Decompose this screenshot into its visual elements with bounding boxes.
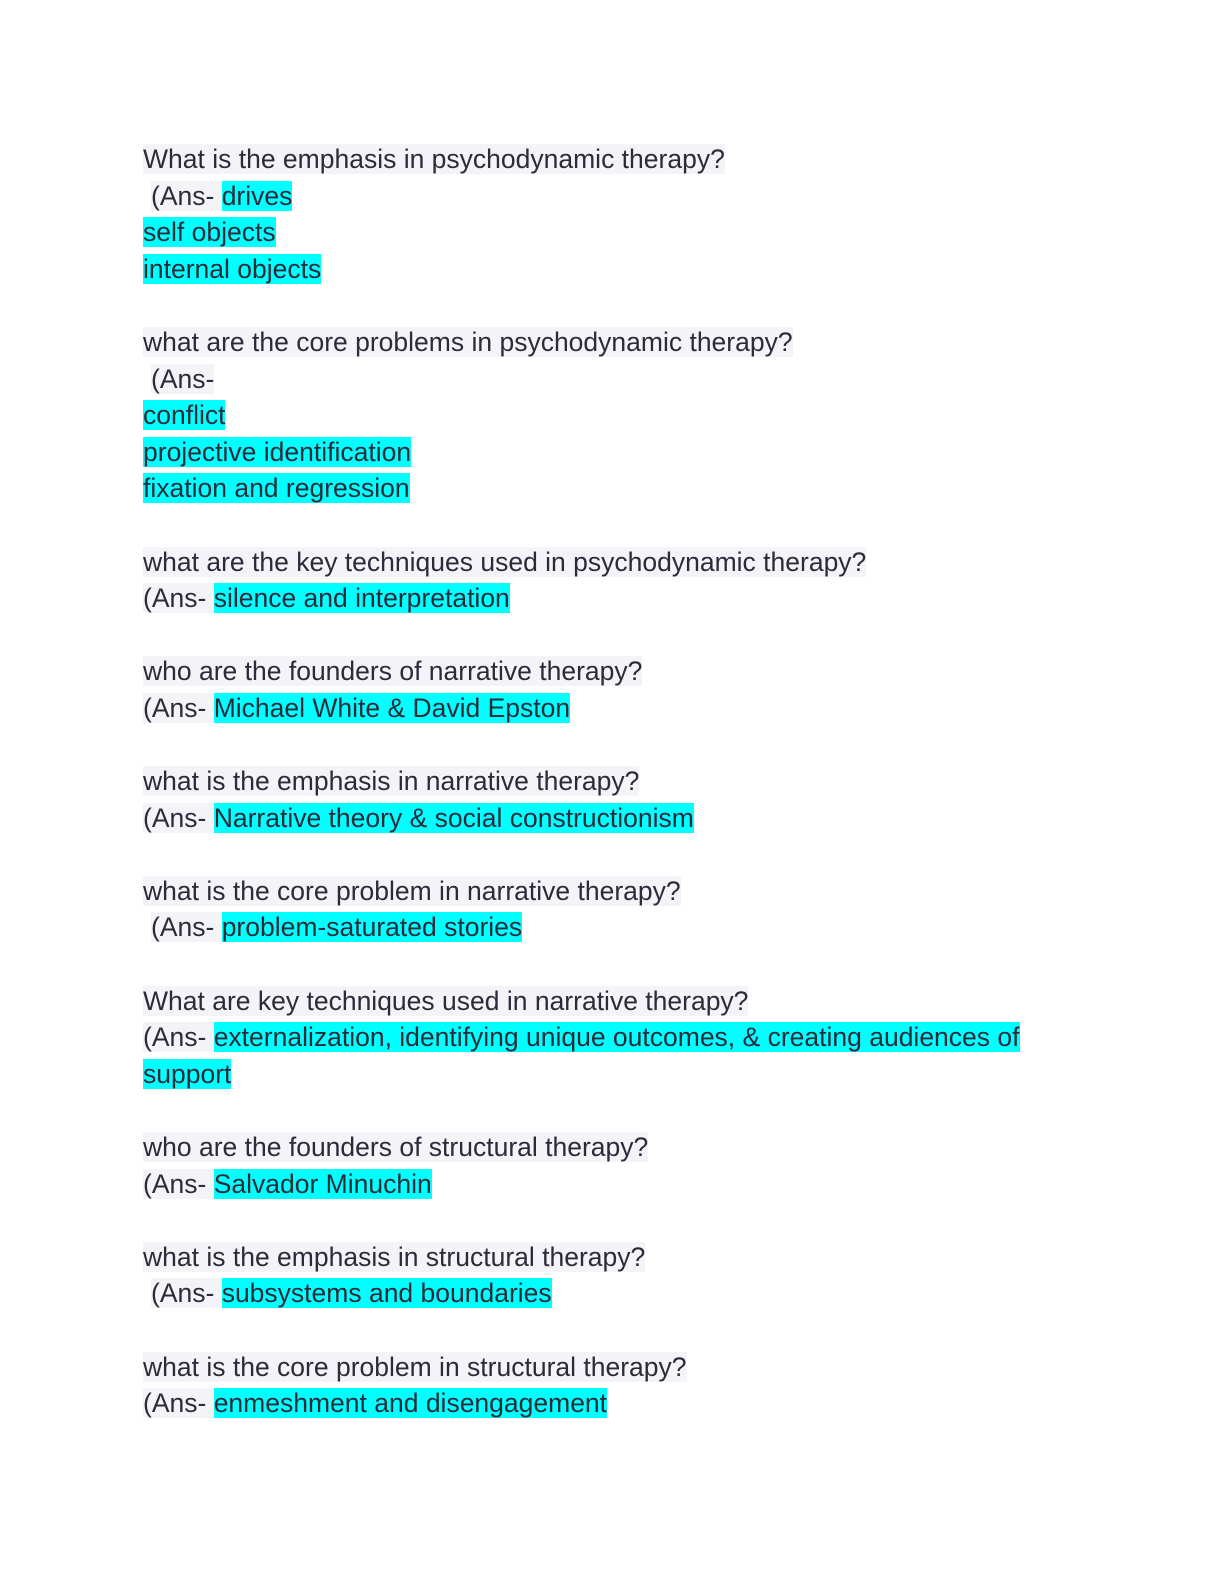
qa-block — [143, 1129, 1103, 1202]
answer-prefix: (Ans- — [143, 1022, 214, 1053]
answer-highlight: silence and interpretation — [213, 583, 510, 614]
answer-highlight: internal objects — [143, 253, 322, 284]
answer-highlight: fixation and regression — [143, 473, 410, 504]
answer-highlight: Michael White & David Epston — [213, 692, 571, 723]
answer-prefix: (Ans- — [151, 180, 222, 211]
qa-block — [143, 1349, 1103, 1422]
question-text: who are the founders of structural therapy? — [143, 1132, 649, 1163]
answer-highlight: externalization, identifying unique outcomes, & creating audiences of support — [143, 1022, 1020, 1089]
answer-prefix: (Ans- — [143, 692, 214, 723]
answer-prefix: (Ans- — [151, 1278, 222, 1309]
answer-highlight: Narrative theory & social constructionism — [213, 802, 694, 833]
question-text: what is the core problem in structural therapy? — [143, 1351, 687, 1382]
question-text: what are the key techniques used in psychodynamic therapy? — [143, 546, 867, 577]
qa-block — [143, 983, 1103, 1093]
question-text: What are key techniques used in narrative therapy? — [143, 985, 749, 1016]
answer-highlight: problem-saturated stories — [221, 912, 523, 943]
question-text: what is the core problem in narrative therapy? — [143, 875, 681, 906]
qa-block — [143, 141, 1103, 287]
question-text: What is the emphasis in psychodynamic therapy? — [143, 144, 725, 174]
answer-prefix: (Ans- — [143, 1388, 214, 1419]
answer-highlight: self objects — [143, 217, 276, 248]
qa-block — [143, 873, 1103, 946]
answer-highlight: projective identification — [143, 436, 412, 467]
qa-block — [143, 1239, 1103, 1312]
document-page — [143, 141, 1103, 1458]
answer-prefix: (Ans- — [143, 1168, 214, 1199]
qa-block — [143, 544, 1103, 617]
question-text: what are the core problems in psychodynamic therapy? — [143, 326, 793, 357]
answer-highlight: enmeshment and disengagement — [213, 1388, 608, 1419]
question-text: who are the founders of narrative therapy? — [143, 656, 643, 687]
question-text: what is the emphasis in structural therapy? — [143, 1241, 646, 1272]
answer-highlight: conflict — [143, 400, 226, 431]
answer-highlight: Salvador Minuchin — [213, 1168, 432, 1199]
answer-prefix: (Ans- — [143, 802, 214, 833]
answer-prefix: (Ans- — [151, 363, 215, 394]
qa-block — [143, 324, 1103, 507]
answer-highlight: drives — [221, 180, 293, 211]
qa-block — [143, 763, 1103, 836]
question-text: what is the emphasis in narrative therapy? — [143, 766, 640, 797]
answer-prefix: (Ans- — [151, 912, 222, 943]
answer-highlight: subsystems and boundaries — [221, 1278, 552, 1309]
answer-prefix: (Ans- — [143, 583, 214, 614]
qa-block — [143, 653, 1103, 726]
